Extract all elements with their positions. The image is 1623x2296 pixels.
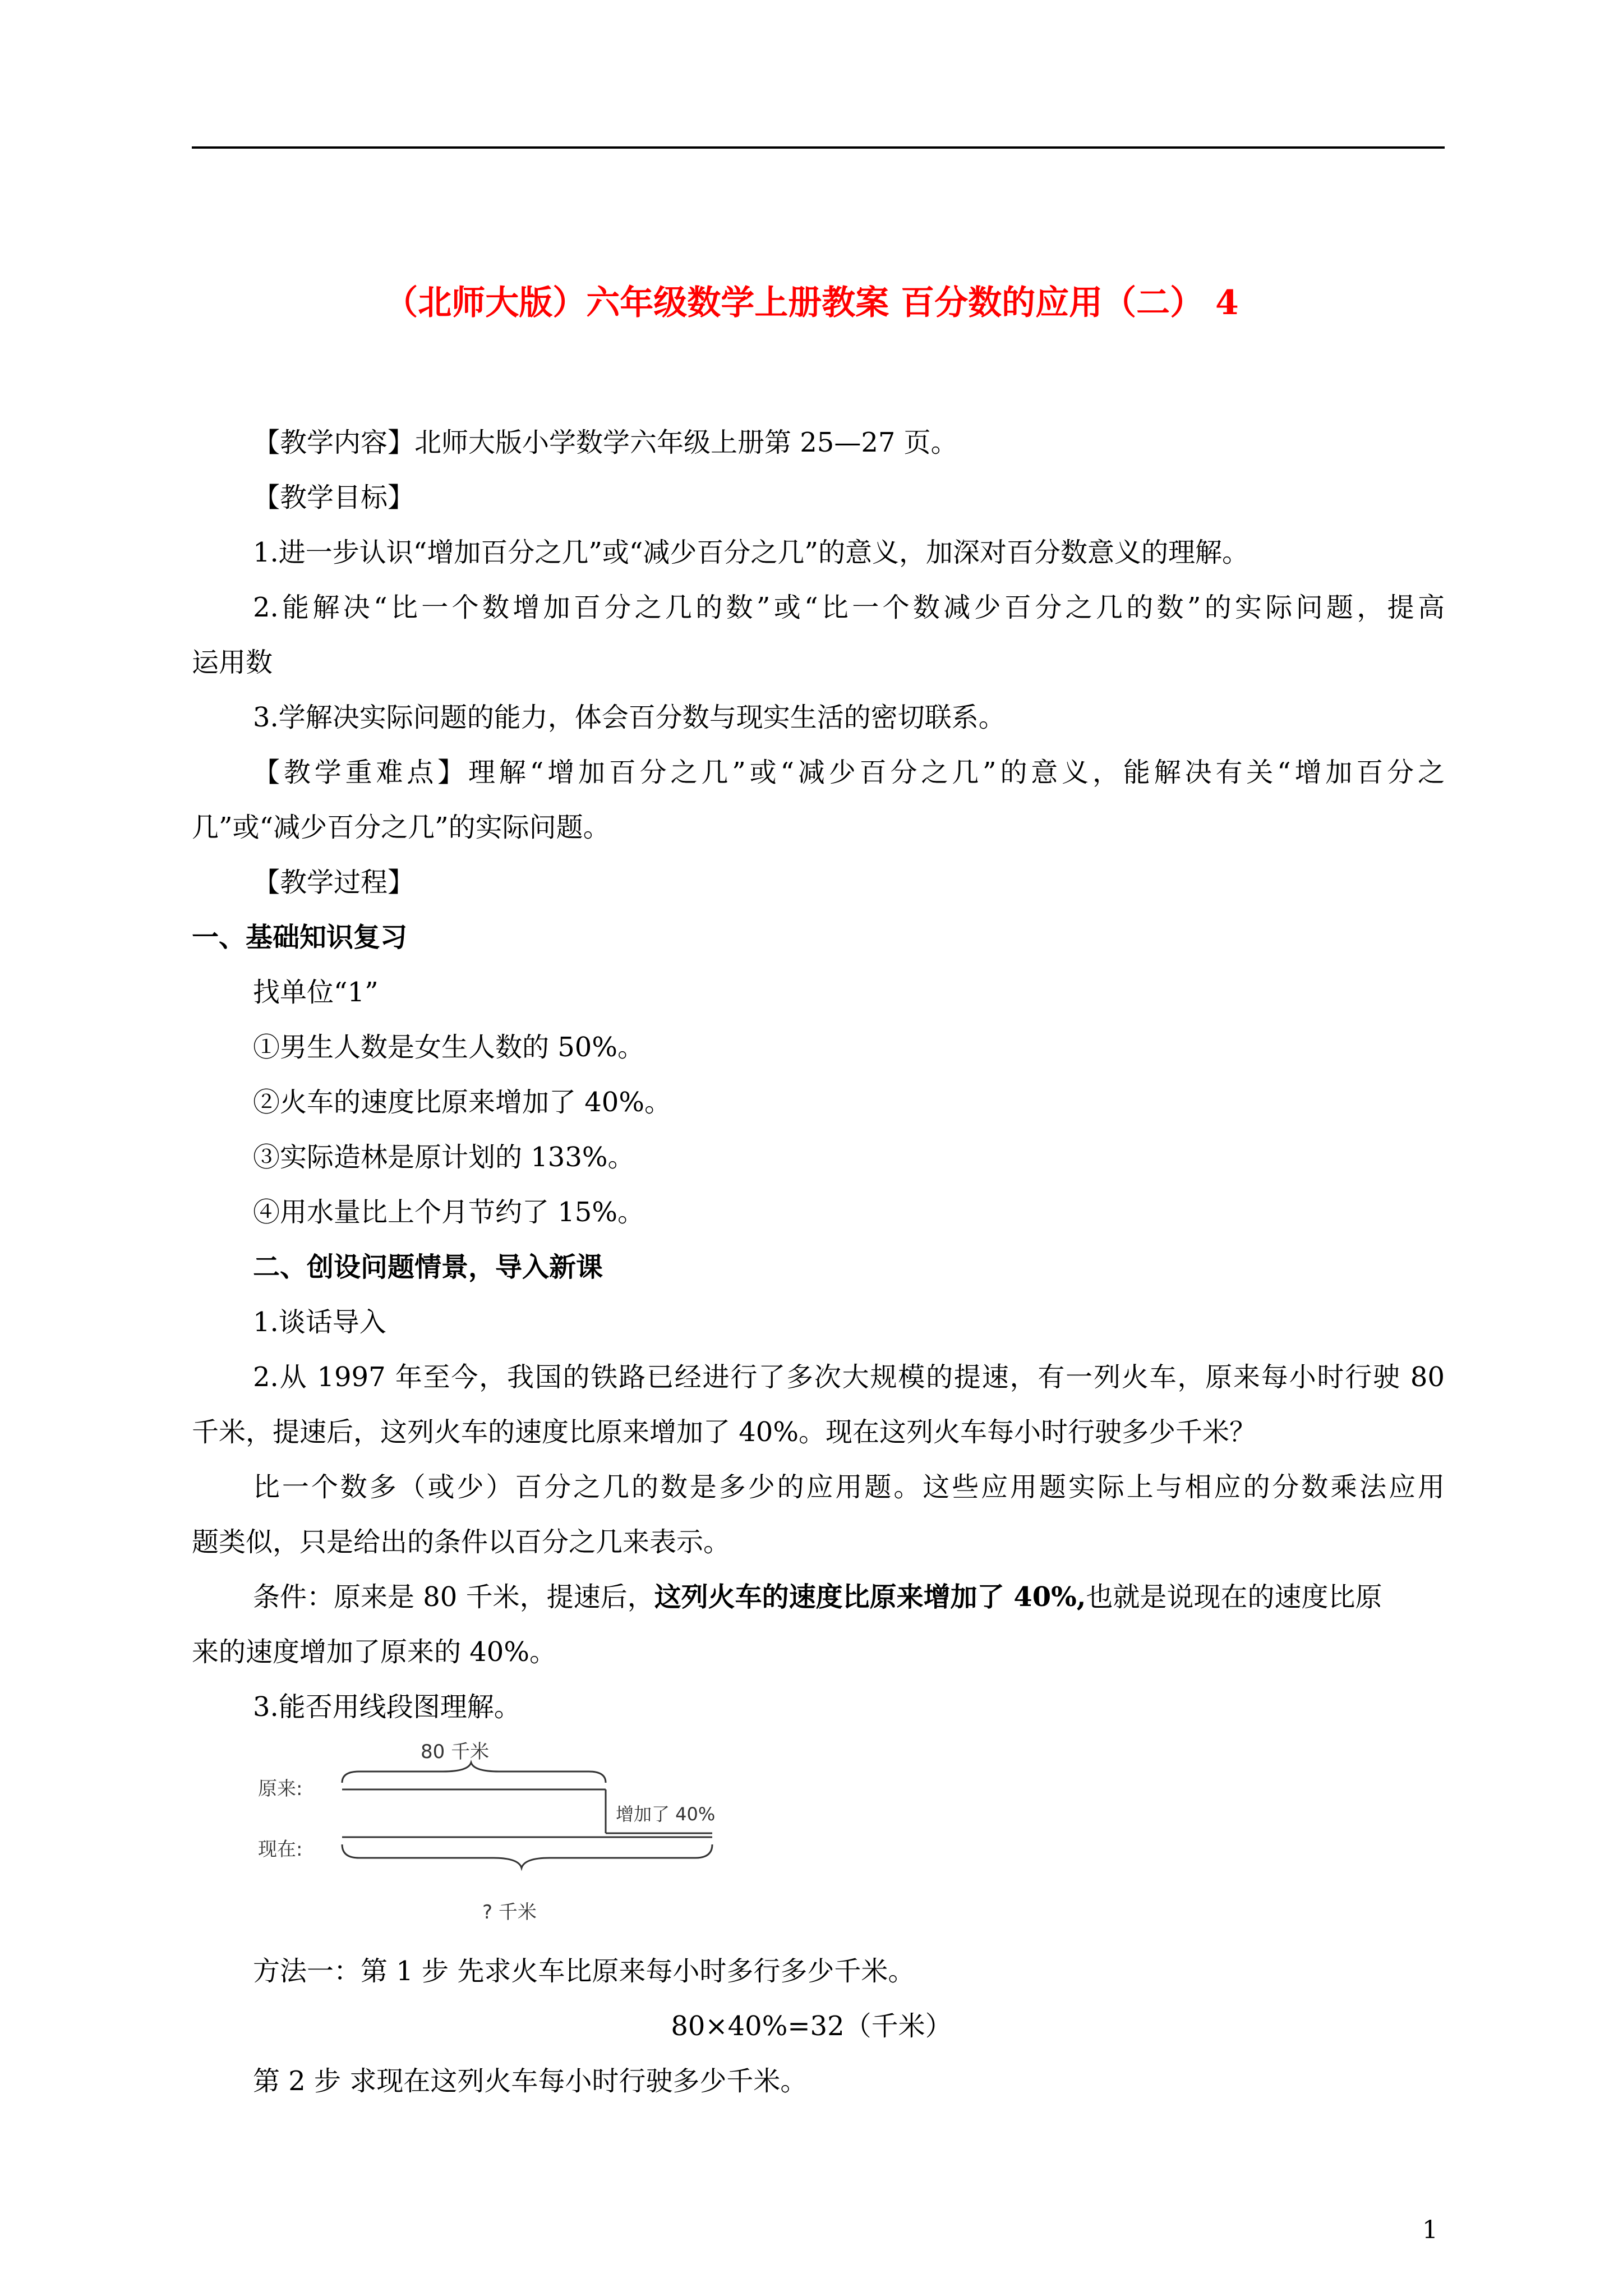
review-item-1: ①男生人数是女生人数的 50%。 — [253, 1032, 644, 1063]
intro-2-line-1: 2.从 1997 年至今，我国的铁路已经进行了多次大规模的提速，有一列火车，原来每小时行驶 80 — [253, 1361, 1445, 1393]
process-heading: 【教学过程】 — [253, 867, 415, 898]
diagram-label-unknown: ? 千米 — [482, 1901, 537, 1924]
find-unit-one: 找单位“1” — [253, 977, 379, 1008]
header-rule — [192, 146, 1445, 149]
diagram-label-80km: 80 千米 — [421, 1741, 490, 1763]
goal-2-line-1: 2.能解决“比一个数增加百分之几的数”或“比一个数减少百分之几的数”的实际问题，提高 — [253, 592, 1445, 623]
intro-3: 3.能否用线段图理解。 — [253, 1691, 521, 1723]
condition-emphasis: 这列火车的速度比原来增加了 40%, — [654, 1581, 1086, 1613]
intro-1: 1.谈话导入 — [253, 1306, 386, 1338]
goal-2-line-2: 运用数 — [192, 647, 273, 678]
goals-heading: 【教学目标】 — [253, 482, 415, 513]
goal-3: 3.学解决实际问题的能力，体会百分数与现实生活的密切联系。 — [253, 702, 1006, 733]
method-1-step-1: 方法一：第 1 步 先求火车比原来每小时多行多少千米。 — [253, 1955, 915, 1987]
condition-line-2: 来的速度增加了原来的 40%。 — [192, 1636, 556, 1668]
diagram-label-now: 现在: — [258, 1838, 303, 1861]
key-points-line-1: 【教学重难点】理解“增加百分之几”或“减少百分之几”的意义，能解决有关“增加百分之 — [253, 757, 1445, 788]
condition-line-1 — [253, 1581, 1382, 1613]
review-item-4: ④用水量比上个月节约了 15%。 — [253, 1197, 644, 1228]
explain-line-1: 比一个数多（或少）百分之几的数是多少的应用题。这些应用题实际上与相应的分数乘法应用 — [253, 1471, 1445, 1503]
teaching-content: 【教学内容】北师大版小学数学六年级上册第 25—27 页。 — [253, 427, 958, 458]
brace-top — [342, 1763, 606, 1783]
line-segment-diagram — [247, 1733, 751, 1935]
document-title: （北师大版）六年级数学上册教案 百分数的应用（二） 4 — [384, 283, 1239, 323]
condition-suffix: 也就是说现在的速度比原 — [1086, 1581, 1382, 1613]
review-item-2: ②火车的速度比原来增加了 40%。 — [253, 1087, 671, 1118]
condition-prefix: 条件：原来是 80 千米，提速后， — [253, 1581, 654, 1613]
goal-1: 1.进一步认识“增加百分之几”或“减少百分之几”的意义，加深对百分数意义的理解。 — [253, 537, 1249, 568]
diagram-label-original: 原来: — [258, 1778, 303, 1800]
key-points-line-2: 几”或“减少百分之几”的实际问题。 — [192, 812, 610, 843]
section-1-heading: 一、基础知识复习 — [192, 922, 408, 953]
section-2-heading: 二、创设问题情景，导入新课 — [253, 1251, 603, 1283]
review-item-3: ③实际造林是原计划的 133%。 — [253, 1142, 635, 1173]
formula-1: 80×40%=32（千米） — [671, 2010, 952, 2042]
brace-bottom — [342, 1844, 712, 1868]
diagram-label-increase: 增加了 40% — [616, 1803, 716, 1825]
intro-2-line-2: 千米，提速后，这列火车的速度比原来增加了 40%。现在这列火车每小时行驶多少千米？ — [192, 1416, 1256, 1448]
method-1-step-2: 第 2 步 求现在这列火车每小时行驶多少千米。 — [253, 2065, 808, 2097]
explain-line-2: 题类似，只是给出的条件以百分之几来表示。 — [192, 1526, 731, 1558]
page-number: 1 — [1422, 2216, 1438, 2244]
